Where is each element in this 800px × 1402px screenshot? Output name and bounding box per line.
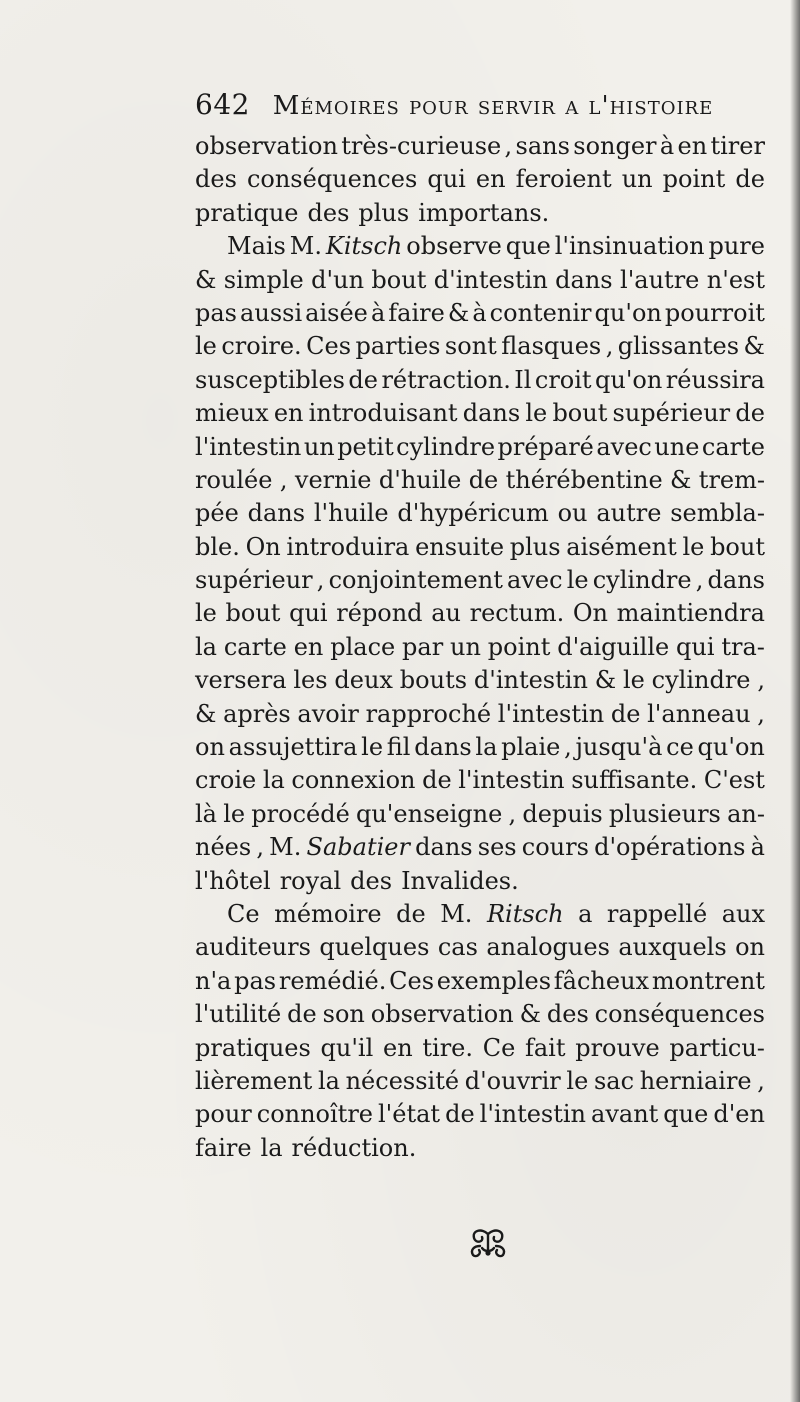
word: cylindre bbox=[651, 666, 751, 695]
word: d'en bbox=[713, 1100, 765, 1129]
word: procédé bbox=[251, 799, 350, 828]
text-line bbox=[195, 1032, 765, 1065]
word: croie bbox=[195, 766, 257, 795]
word: & bbox=[594, 666, 617, 695]
word: qui bbox=[289, 599, 328, 628]
word: d'intestin bbox=[473, 666, 588, 695]
text-line bbox=[195, 831, 765, 864]
word: contenir bbox=[489, 298, 592, 327]
word: analogues bbox=[486, 933, 610, 962]
text-line bbox=[195, 731, 765, 764]
word: l'anneau bbox=[647, 699, 751, 728]
word: pure bbox=[708, 232, 765, 261]
word: pas bbox=[234, 966, 277, 995]
word: une bbox=[654, 432, 700, 461]
text-line bbox=[195, 631, 765, 664]
word: n'est bbox=[706, 265, 765, 294]
word: Il bbox=[514, 365, 532, 394]
text-line bbox=[195, 431, 765, 464]
word: on bbox=[735, 933, 765, 962]
word: introduisant bbox=[308, 399, 458, 428]
word: & bbox=[743, 332, 765, 361]
word: connoître bbox=[256, 1100, 373, 1129]
text-line bbox=[195, 1132, 765, 1165]
word: maintiendra bbox=[616, 599, 765, 628]
word: , bbox=[757, 666, 765, 695]
word: royal bbox=[279, 866, 342, 895]
word: conjointement bbox=[328, 566, 503, 595]
word: qu'enseigne bbox=[355, 799, 503, 828]
text-line bbox=[195, 1065, 765, 1098]
word: tire. bbox=[422, 1033, 473, 1062]
word: , bbox=[504, 132, 513, 160]
word: l'intestin bbox=[479, 1100, 587, 1129]
word: & bbox=[195, 699, 217, 728]
text-line bbox=[195, 1098, 765, 1131]
word: le bbox=[195, 332, 217, 361]
word: dans bbox=[415, 833, 473, 862]
word: songer bbox=[573, 132, 657, 160]
word: place bbox=[330, 632, 396, 661]
word: carte bbox=[223, 632, 287, 661]
word: Ces bbox=[389, 966, 435, 995]
text-line bbox=[195, 597, 765, 630]
word: tirer bbox=[710, 132, 765, 160]
word: jusqu'à bbox=[575, 733, 663, 762]
word: croit bbox=[534, 365, 592, 394]
word: de bbox=[610, 699, 641, 728]
word: observation bbox=[195, 132, 338, 160]
word: d'intestin bbox=[433, 265, 548, 294]
word: plus bbox=[358, 198, 410, 227]
word: C'est bbox=[703, 766, 765, 795]
word: préparé bbox=[497, 432, 594, 461]
word: qu'on bbox=[594, 298, 662, 327]
word: l'intestin bbox=[458, 766, 565, 795]
word: , bbox=[256, 833, 264, 862]
word: l'autre bbox=[620, 265, 700, 294]
text-line bbox=[195, 497, 765, 530]
word: d'hypéricum bbox=[397, 499, 549, 528]
word: herniaire bbox=[639, 1066, 752, 1095]
text-line bbox=[195, 364, 765, 397]
word: rectum. bbox=[469, 599, 565, 628]
word: des bbox=[307, 198, 350, 227]
word: avec bbox=[507, 566, 563, 595]
word: des bbox=[195, 165, 237, 194]
word: en bbox=[677, 132, 708, 160]
word: a bbox=[578, 899, 593, 928]
word: de bbox=[735, 165, 765, 194]
word: pour bbox=[195, 1100, 252, 1129]
word: mémoire bbox=[274, 899, 382, 928]
word: sont bbox=[444, 332, 497, 361]
word: particu- bbox=[669, 1033, 765, 1062]
word: pourroit bbox=[664, 298, 765, 327]
word: la bbox=[262, 766, 285, 795]
word: des bbox=[546, 1000, 589, 1029]
text-line bbox=[195, 998, 765, 1031]
word: quelques bbox=[319, 933, 430, 962]
word: d'un bbox=[311, 265, 365, 294]
word: à bbox=[370, 298, 386, 327]
word: glissantes bbox=[617, 332, 740, 361]
word: de bbox=[735, 399, 765, 428]
word: vernie bbox=[294, 465, 372, 494]
text-line bbox=[195, 330, 765, 363]
word: point bbox=[487, 632, 551, 661]
word: Mais bbox=[227, 232, 286, 261]
word: à bbox=[750, 833, 765, 862]
word: son bbox=[322, 1000, 365, 1029]
word: de bbox=[396, 899, 426, 928]
word: depuis bbox=[522, 799, 603, 828]
word: d'ouvrir bbox=[464, 1066, 561, 1095]
word: cylindre bbox=[396, 432, 496, 461]
word: l'insinuation bbox=[554, 232, 705, 261]
word: thérébentine bbox=[505, 465, 663, 494]
word: ses bbox=[477, 833, 517, 862]
word: bouts bbox=[399, 666, 468, 695]
word: dans bbox=[462, 399, 521, 428]
word: M. bbox=[289, 232, 322, 261]
word: Ces bbox=[306, 332, 352, 361]
word: qui bbox=[427, 165, 466, 194]
word: simple bbox=[223, 265, 304, 294]
text-line bbox=[195, 764, 765, 797]
word: à bbox=[472, 298, 487, 327]
word: bout bbox=[371, 265, 427, 294]
word: des bbox=[350, 866, 393, 895]
word: l'intestin bbox=[195, 432, 302, 461]
word: la bbox=[195, 632, 217, 661]
word: suffisante. bbox=[571, 766, 698, 795]
word: point bbox=[662, 165, 726, 194]
word: Sabatier bbox=[306, 833, 410, 862]
body-text bbox=[195, 130, 765, 1165]
word: versera bbox=[195, 666, 287, 695]
word: aussi bbox=[240, 298, 303, 327]
word: le bbox=[682, 532, 705, 561]
text-line bbox=[195, 698, 765, 731]
word: de bbox=[422, 766, 452, 795]
word: & bbox=[195, 265, 217, 294]
word: de bbox=[348, 365, 378, 394]
word: autre bbox=[596, 499, 662, 528]
word: nées bbox=[195, 833, 252, 862]
word: , bbox=[695, 566, 704, 595]
word: trem- bbox=[698, 465, 765, 494]
word: l'utilité bbox=[195, 1000, 282, 1029]
text-line bbox=[195, 130, 765, 163]
text-line bbox=[195, 297, 765, 330]
text-line bbox=[195, 163, 765, 196]
word: M. bbox=[269, 833, 302, 862]
word: , bbox=[605, 332, 614, 361]
word: d'opérations bbox=[594, 833, 746, 862]
word: petit bbox=[337, 432, 394, 461]
word: introduira bbox=[286, 532, 410, 561]
word: après bbox=[223, 699, 291, 728]
word: rappellé bbox=[606, 899, 708, 928]
word: M. bbox=[440, 899, 473, 928]
word: le bbox=[622, 666, 645, 695]
word: les bbox=[293, 666, 328, 695]
running-header bbox=[195, 88, 765, 128]
word: cylindre bbox=[592, 566, 692, 595]
word: au bbox=[431, 599, 461, 628]
word: un bbox=[621, 165, 653, 194]
word: cas bbox=[437, 933, 478, 962]
word: Ce bbox=[482, 1033, 516, 1062]
word: réduction. bbox=[291, 1133, 417, 1162]
word: & bbox=[447, 298, 470, 327]
word: conséquences bbox=[594, 1000, 765, 1029]
word: Kitsch bbox=[325, 232, 403, 261]
word: feroient bbox=[515, 165, 612, 194]
word: montrent bbox=[651, 966, 765, 995]
word: que bbox=[663, 1100, 709, 1129]
word: le bbox=[566, 566, 589, 595]
word: exemples bbox=[436, 966, 552, 995]
word: conséquences bbox=[246, 165, 418, 194]
fleuron-icon bbox=[466, 1228, 510, 1258]
word: assujettira bbox=[228, 733, 358, 762]
word: pée bbox=[195, 499, 239, 528]
word: ble. bbox=[195, 532, 240, 561]
word: , bbox=[757, 1066, 765, 1095]
word: aux bbox=[721, 899, 765, 928]
word: Invalides. bbox=[401, 866, 519, 895]
word: en bbox=[383, 1033, 413, 1062]
word: tra- bbox=[721, 632, 765, 661]
word: l'intestin bbox=[497, 699, 605, 728]
word: faire bbox=[195, 1133, 252, 1162]
text-line bbox=[195, 264, 765, 297]
text-line bbox=[195, 464, 765, 497]
word: importans. bbox=[418, 198, 550, 227]
word: par bbox=[402, 632, 444, 661]
word: à bbox=[659, 132, 675, 160]
word: en bbox=[293, 632, 324, 661]
word: plusieurs bbox=[608, 799, 721, 828]
word: rapproché bbox=[365, 699, 492, 728]
word: Ritsch bbox=[486, 899, 564, 928]
word: en bbox=[475, 165, 506, 194]
word: faire bbox=[388, 298, 445, 327]
word: lièrement bbox=[195, 1066, 313, 1095]
running-title: Mémoires pour servir a l'histoire bbox=[272, 91, 714, 121]
word: pratiques bbox=[195, 1033, 311, 1062]
word: bout bbox=[552, 399, 608, 428]
text-line bbox=[195, 931, 765, 964]
word: remédié. bbox=[278, 966, 387, 995]
word: auditeurs bbox=[195, 933, 311, 962]
word: observe bbox=[406, 232, 502, 261]
word: & bbox=[670, 465, 692, 494]
word: bout bbox=[225, 599, 281, 628]
word: ensuite bbox=[415, 532, 505, 561]
text-line bbox=[195, 531, 765, 564]
word: l'hôtel bbox=[195, 866, 271, 895]
word: nécessité bbox=[345, 1066, 460, 1095]
word: qu'il bbox=[320, 1033, 374, 1062]
word: sac bbox=[593, 1066, 635, 1095]
word: l'huile bbox=[313, 499, 389, 528]
word: & bbox=[519, 1000, 541, 1029]
text-line bbox=[195, 664, 765, 697]
word: cours bbox=[521, 833, 589, 862]
text-line bbox=[195, 865, 765, 898]
word: réussira bbox=[665, 365, 765, 394]
word: Ce bbox=[227, 899, 260, 928]
word: an- bbox=[727, 799, 765, 828]
word: sans bbox=[515, 132, 570, 160]
word: avant bbox=[591, 1100, 659, 1129]
word: plaie bbox=[501, 733, 561, 762]
word: n'a bbox=[195, 966, 232, 995]
word: le bbox=[566, 1066, 589, 1095]
word: auxquels bbox=[618, 933, 727, 962]
word: de bbox=[445, 1100, 475, 1129]
word: roulée bbox=[195, 465, 273, 494]
word: plus bbox=[509, 532, 561, 561]
word: la bbox=[475, 733, 498, 762]
word: aisément bbox=[566, 532, 677, 561]
word: , bbox=[757, 699, 765, 728]
word: ce bbox=[666, 733, 694, 762]
word: dans bbox=[414, 733, 472, 762]
word: ou bbox=[557, 499, 588, 528]
text-line bbox=[195, 798, 765, 831]
word: la bbox=[317, 1066, 340, 1095]
word: répond bbox=[336, 599, 423, 628]
word: que bbox=[505, 232, 551, 261]
word: fil bbox=[386, 733, 411, 762]
word: fâcheux bbox=[553, 966, 650, 995]
word: un bbox=[303, 432, 335, 461]
word: dans bbox=[555, 265, 613, 294]
word: avoir bbox=[297, 699, 359, 728]
word: pas bbox=[195, 298, 237, 327]
word: observation bbox=[370, 1000, 514, 1029]
word: qui bbox=[676, 632, 715, 661]
word: là bbox=[195, 799, 217, 828]
text-line bbox=[195, 564, 765, 597]
word: de bbox=[468, 465, 499, 494]
word: mieux bbox=[195, 399, 269, 428]
word: , bbox=[279, 465, 288, 494]
text-line bbox=[195, 197, 765, 230]
word: dans bbox=[247, 499, 306, 528]
word: carte bbox=[701, 432, 765, 461]
word: parties bbox=[355, 332, 441, 361]
word: la bbox=[260, 1133, 283, 1162]
word: très-curieuse bbox=[341, 132, 502, 160]
word: connexion bbox=[291, 766, 416, 795]
word: en bbox=[273, 399, 304, 428]
word: on bbox=[195, 733, 225, 762]
word: avec bbox=[596, 432, 652, 461]
word: l'état bbox=[378, 1100, 441, 1129]
text-line bbox=[195, 965, 765, 998]
word: le bbox=[525, 399, 548, 428]
text-line bbox=[195, 898, 765, 931]
word: de bbox=[287, 1000, 317, 1029]
word: fait bbox=[524, 1033, 566, 1062]
word: rétraction. bbox=[381, 365, 511, 394]
word: On bbox=[245, 532, 281, 561]
text-line bbox=[195, 230, 765, 263]
word: pratique bbox=[195, 198, 299, 227]
word: , bbox=[564, 733, 572, 762]
word: On bbox=[572, 599, 608, 628]
word: un bbox=[450, 632, 481, 661]
word: supérieur bbox=[612, 399, 731, 428]
word: bout bbox=[710, 532, 765, 561]
word: dans bbox=[707, 566, 765, 595]
word: prouve bbox=[575, 1033, 660, 1062]
word: d'huile bbox=[378, 465, 462, 494]
text-line bbox=[195, 397, 765, 430]
word: qu'on bbox=[697, 733, 765, 762]
word: croire. bbox=[221, 332, 302, 361]
word: deux bbox=[334, 666, 393, 695]
page-edge-shadow bbox=[790, 0, 800, 1402]
word: aisée bbox=[305, 298, 368, 327]
word: le bbox=[195, 599, 217, 628]
word: le bbox=[223, 799, 246, 828]
word: , bbox=[316, 566, 325, 595]
word: d'aiguille bbox=[557, 632, 670, 661]
word: sembla- bbox=[670, 499, 765, 528]
word: , bbox=[508, 799, 517, 828]
word: supérieur bbox=[195, 566, 313, 595]
page-number: 642 bbox=[195, 88, 250, 121]
word: susceptibles bbox=[195, 365, 345, 394]
word: qu'on bbox=[595, 365, 663, 394]
word: flasques bbox=[501, 332, 602, 361]
word: le bbox=[361, 733, 384, 762]
